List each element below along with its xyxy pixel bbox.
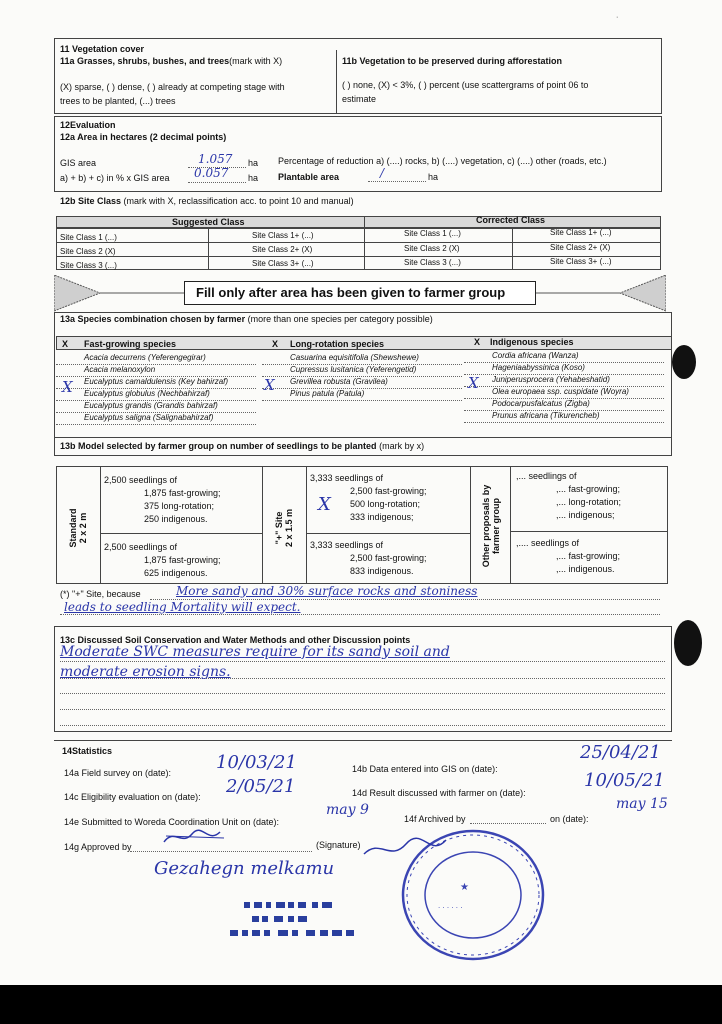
eligibility-label: 14c Eligibility evaluation on (date): [64,792,201,802]
stamp-overlap-signature [360,832,450,872]
indigenous-header: Indigenous species [490,337,574,347]
stamp-star: ★ [460,882,469,893]
section-12-title: 12Evaluation [60,120,116,130]
seedling-line: ,.... seedlings of [516,538,580,548]
site-class-cell: Site Class 1 (...) [404,229,461,238]
approved-label: 14g Approved by [64,842,132,852]
seedling-line: ,... indigenous. [556,564,615,574]
species-item: Eucalyptus saligna (Salignabahirzaf) [84,413,214,422]
col-x: X [62,339,69,349]
punch-hole [672,345,696,379]
model-mark: X [318,494,331,515]
stamp-inner-text: · · · · · · [438,904,463,912]
divider [306,533,470,534]
archived-label: 14f Archived by [404,814,466,824]
gis-entry-date: 25/04/21 [580,742,661,763]
section-13b-label: 13b Model selected by farmer group on number of seedlings to be planted (mark by x) [60,441,425,451]
site-class-cell: Site Class 2 (X) [60,247,116,256]
section-11b-label: 11b Vegetation to be preserved during afforestation [342,56,563,66]
office-stamp-text [230,900,360,948]
seedling-line: 375 long-rotation; [144,501,215,511]
species-mark: X [62,378,73,396]
seedling-line: 2,500 seedlings of [104,475,178,485]
species-item: Acacia melanoxylon [84,365,156,374]
soil-conservation-handwriting-2: moderate erosion signs. [60,664,231,680]
gis-entry-label: 14b Data entered into GIS on (date): [352,764,498,774]
corrected-class-header: Corrected Class [476,215,546,225]
result-discussed-date: 10/05/21 [584,770,665,791]
species-item: Eucalyptus camaldulensis (Key bahirzaf) [84,377,229,386]
gis-area-label: GIS area [60,158,97,168]
site-class-cell: Site Class 1+ (...) [550,228,612,237]
standard-label: Standard 2 x 2 m [68,508,88,548]
field-survey-label: 14a Field survey on (date): [64,768,172,778]
divider [208,228,209,270]
col-x: X [474,337,481,347]
site-class-cell: Site Class 3 (...) [60,261,117,270]
section-11b-options-2: estimate [342,94,377,104]
site-class-cell: Site Class 3 (...) [404,258,461,267]
suggested-class-header: Suggested Class [172,217,245,227]
result-discussed-label: 14d Result discussed with farmer on (date): [352,788,526,798]
plantable-mark: / [380,166,385,180]
seedling-line: 250 indigenous. [144,514,208,524]
submitted-label: 14e Submitted to Woreda Coordination Unit on (date): [64,817,279,827]
species-item: Grevillea robusta (Gravilea) [290,377,388,386]
plus-site-model-b [310,539,427,578]
approver-name-handwriting: Gezahegn melkamu [154,858,335,879]
plus-site-because-label: (*) "+" Site, because [60,589,141,599]
seedling-line: ,... fast-growing; [556,484,621,494]
dotted-line [130,851,312,852]
species-item: Casuarina equisitifolia (Shewshewe) [290,353,419,362]
dotted-line [56,424,256,425]
seedling-line: 2,500 fast-growing; [350,553,427,563]
site-class-cell: Site Class 2+ (X) [550,243,611,252]
seedling-line: ,... long-rotation; [556,497,622,507]
approval-signature [160,826,230,848]
divider [510,531,668,532]
section-12a-label: 12a Area in hectares (2 decimal points) [60,132,227,142]
reduction-value: 0.057 [194,166,229,180]
seedling-line: 1,875 fast-growing; [144,488,221,498]
section-11-title: 11 Vegetation cover [60,44,145,54]
seedling-line: ,... seedlings of [516,471,577,481]
section-13c-label: 13c Discussed Soil Conservation and Water Methods and other Discussion points [60,635,411,645]
dotted-line [60,709,665,710]
because-handwriting: More sandy and 30% surface rocks and stoniness [176,584,478,598]
divider [54,437,672,438]
seedling-line: 333 indigenous; [350,512,414,522]
fast-growing-header: Fast-growing species [84,339,177,349]
species-item: Eucalyptus globulus (Nechbahirzaf) [84,389,210,398]
dotted-line [262,400,462,401]
seedling-line: 1,875 fast-growing; [144,555,221,565]
signature-label: (Signature) [316,840,361,850]
seedling-line: 3,333 seedlings of [310,540,384,550]
section-11a-label: 11a Grasses, shrubs, bushes, and trees(mark with X) [60,56,283,66]
seedling-line: 2,500 fast-growing; [350,486,427,496]
divider [510,466,511,584]
seedling-line: 3,333 seedlings of [310,473,384,483]
site-class-cell: Site Class 3+ (...) [252,259,314,268]
reduction-percentages: Percentage of reduction a) (....) rocks, b) (....) vegetation, c) (....) other (roads, etc.) [278,156,607,166]
divider [54,740,672,741]
because-handwriting-2: leads to seedling Mortality will expect. [64,600,301,614]
eligibility-date: 2/05/21 [226,776,296,797]
section-14-title: 14Statistics [62,746,113,756]
dotted-line [188,182,246,183]
section-11a-options-2: trees to be planted, (...) trees [60,96,176,106]
dotted-line [60,661,665,662]
site-class-cell: Site Class 1 (...) [60,233,117,242]
seedling-line: ,... fast-growing; [556,551,621,561]
species-item: Acacia decurrens (Yeferengegirar) [84,353,206,362]
other-proposals-label: Other proposals by farmer group [481,484,501,568]
site-class-cell: Site Class 1+ (...) [252,231,314,240]
species-item: Eucalyptus grandis (Grandis bahirzaf) [84,401,218,410]
site-class-cell: Site Class 2 (X) [404,244,460,253]
seedling-line: 625 indigenous. [144,568,208,578]
seedling-line: 2,500 seedlings of [104,542,178,552]
species-item: Cupressus lusitanica (Yeferengetid) [290,365,417,374]
species-item: Hageniaabyssinica (Koso) [492,363,585,372]
dotted-line [60,693,665,694]
species-item: Cordia africana (Wanza) [492,351,579,360]
site-class-header [56,216,661,228]
species-item: Pinus patula (Patula) [290,389,365,398]
species-mark: X [468,374,479,392]
dotted-line [60,725,665,726]
punch-hole [674,620,702,666]
species-item: Olea europaea ssp. cuspidate (Woyra) [492,387,629,396]
species-item: Prunus africana (Tikurencheb) [492,411,600,420]
other-model-b [516,537,620,576]
species-item: Juniperusprocera (Yehabeshatid) [492,375,610,384]
ha-unit: ha [428,172,439,182]
scan-mark: · [616,14,619,21]
other-model-a [516,470,621,522]
species-mark: X [264,376,275,394]
submitted-date: may 9 [326,802,369,818]
section-12b-label: 12b Site Class (mark with X, reclassification acc. to point 10 and manual) [60,196,354,206]
banner-text: Fill only after area has been given to farmer group [196,285,506,300]
species-item: Podocarpusfalcatus (Zigba) [492,399,590,408]
dotted-line [60,614,660,615]
divider [306,466,307,584]
divider [364,216,365,270]
divider [100,533,262,534]
divider [470,466,471,584]
section-13a-label: 13a Species combination chosen by farmer (more than one species per category possible) [60,314,433,324]
divider [262,466,263,584]
plantable-area-label: Plantable area [278,172,340,182]
site-class-cell: Site Class 3+ (...) [550,257,612,266]
ha-unit: ha [248,173,259,183]
site-class-cell: Site Class 2+ (X) [252,245,313,254]
reduction-formula-label: a) + b) + c) in % x GIS area [60,173,170,183]
section-11b-options: ( ) none, (X) < 3%, ( ) percent (use scattergrams of point 06 to [342,80,589,90]
plus-site-label: "+" Site 2 x 1.5 m [274,508,294,548]
divider [100,466,101,584]
dotted-line [470,823,546,824]
field-survey-date: 10/03/21 [216,752,297,773]
seedling-line: 500 long-rotation; [350,499,421,509]
ha-unit: ha [248,158,259,168]
col-x: X [272,339,279,349]
standard-model-b [104,541,221,580]
long-rotation-header: Long-rotation species [290,339,385,349]
dotted-line [368,181,426,182]
section-11a-options: (X) sparse, ( ) dense, ( ) already at competing stage with [60,82,285,92]
gis-area-value: 1.057 [198,152,233,166]
seedling-line: ,... indigenous; [556,510,615,520]
seedling-line: 833 indigenous. [350,566,414,576]
archived-date: may 15 [616,796,668,812]
standard-model-a [104,474,221,526]
archived-on-label: on (date): [550,814,589,824]
soil-conservation-handwriting: Moderate SWC measures require for its sandy soil and [60,644,450,660]
divider [336,50,337,114]
dotted-line [464,422,664,423]
divider [512,228,513,270]
